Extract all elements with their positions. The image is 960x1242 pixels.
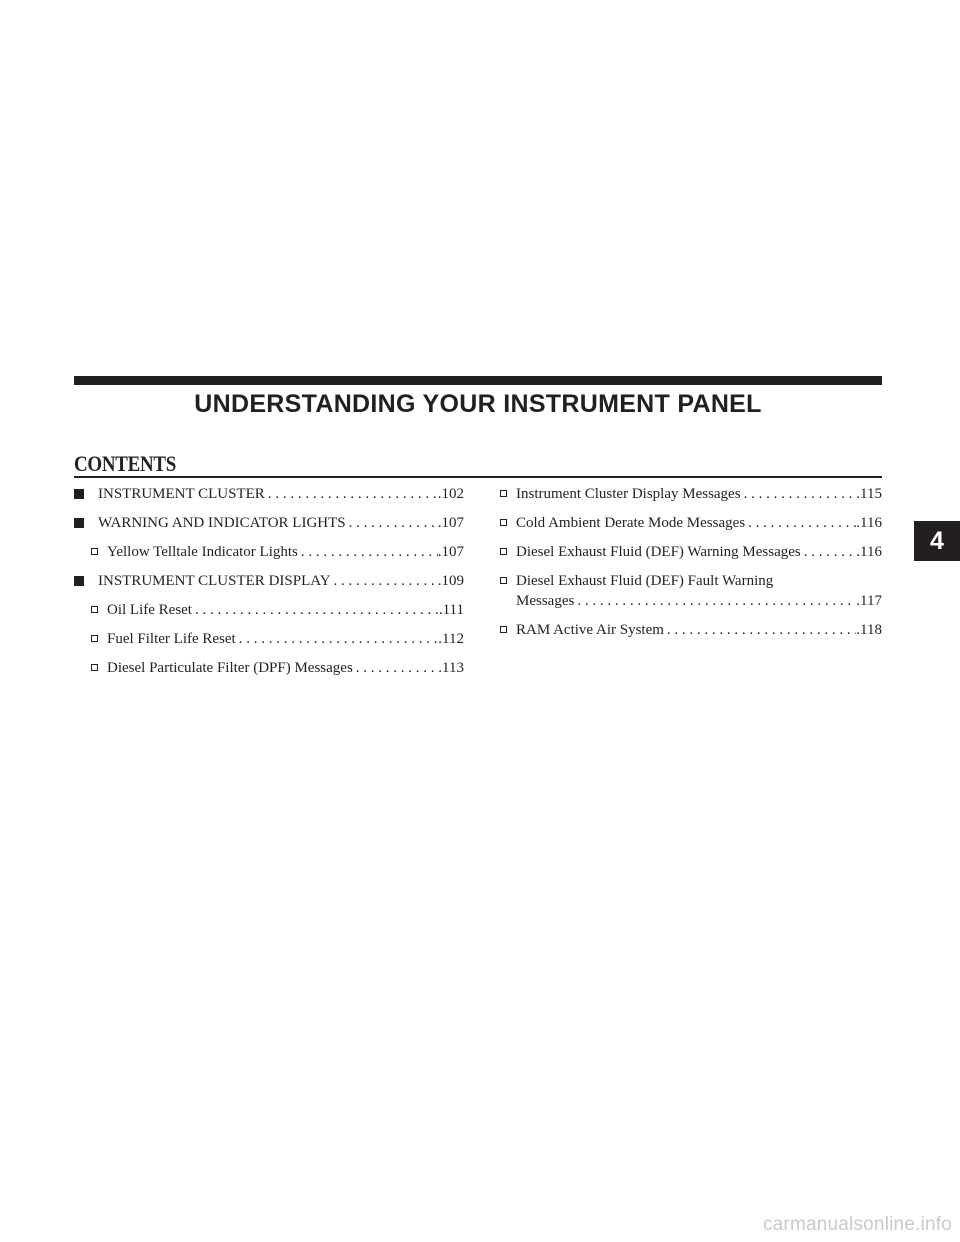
toc-entry[interactable] [498,620,882,640]
toc-entry-title-continued: Messages [516,593,575,609]
toc-left-column [74,484,464,687]
toc-entry[interactable] [74,571,464,591]
watermark: carmanualsonline.info [762,1214,952,1235]
open-square-bullet-icon [89,629,107,649]
toc-entry[interactable] [74,484,464,504]
chapter-top-rule [74,376,882,385]
open-square-bullet-icon [89,658,107,678]
toc-entry-page: .118 [856,622,882,638]
toc-entry[interactable] [74,542,464,562]
contents-rule [74,476,882,478]
open-square-bullet-icon [498,513,516,533]
toc-entry-page: .116 [856,544,882,560]
toc-entry-title: Diesel Exhaust Fluid (DEF) Fault Warning [516,573,774,589]
toc-entry-page: .112 [438,631,464,647]
toc-entry-title: INSTRUMENT CLUSTER DISPLAY [98,573,331,589]
toc-right-column [498,484,882,649]
toc-entry-title: RAM Active Air System [516,622,664,638]
square-bullet-icon [74,513,98,533]
toc-entry[interactable] [498,571,882,611]
toc-entry[interactable] [498,484,882,504]
open-square-bullet-icon [498,542,516,562]
chapter-tab[interactable]: 4 [914,521,960,561]
square-bullet-icon [74,571,98,591]
chapter-title: UNDERSTANDING YOUR INSTRUMENT PANEL [194,390,762,418]
toc-entry-title: Diesel Exhaust Fluid (DEF) Warning Messages [516,544,801,560]
toc-entry[interactable] [498,542,882,562]
toc-entry-page: .102 [437,486,464,502]
toc-entry-title: Instrument Cluster Display Messages [516,486,741,502]
square-bullet-icon [74,484,98,504]
toc-entry-page: .111 [438,602,464,618]
open-square-bullet-icon [89,600,107,620]
toc-entry-title: Diesel Particulate Filter (DPF) Messages [107,660,353,676]
toc-entry[interactable] [74,513,464,533]
toc-entry-title: WARNING AND INDICATOR LIGHTS [98,515,346,531]
toc-entry-page: .107 [437,515,464,531]
toc-entry-page: .107 [437,544,464,560]
toc-entry-page: .109 [437,573,464,589]
open-square-bullet-icon [498,620,516,640]
toc-entry-title: INSTRUMENT CLUSTER [98,486,265,502]
toc-entry-page: .115 [856,486,882,502]
toc-entry-title: Cold Ambient Derate Mode Messages [516,515,746,531]
contents-heading: CONTENTS [74,451,177,476]
toc-entry[interactable] [498,513,882,533]
open-square-bullet-icon [498,571,516,591]
toc-entry[interactable] [74,600,464,620]
open-square-bullet-icon [498,484,516,504]
toc-entry[interactable] [74,658,464,678]
toc-entry-page: .113 [438,660,464,676]
open-square-bullet-icon [89,542,107,562]
toc-entry-title: Yellow Telltale Indicator Lights [107,544,298,560]
toc-entry-page: .116 [856,515,882,531]
toc-entry[interactable] [74,629,464,649]
toc-entry-page: .117 [856,593,882,609]
toc-entry-title: Oil Life Reset [107,602,192,618]
toc-entry-title: Fuel Filter Life Reset [107,631,236,647]
